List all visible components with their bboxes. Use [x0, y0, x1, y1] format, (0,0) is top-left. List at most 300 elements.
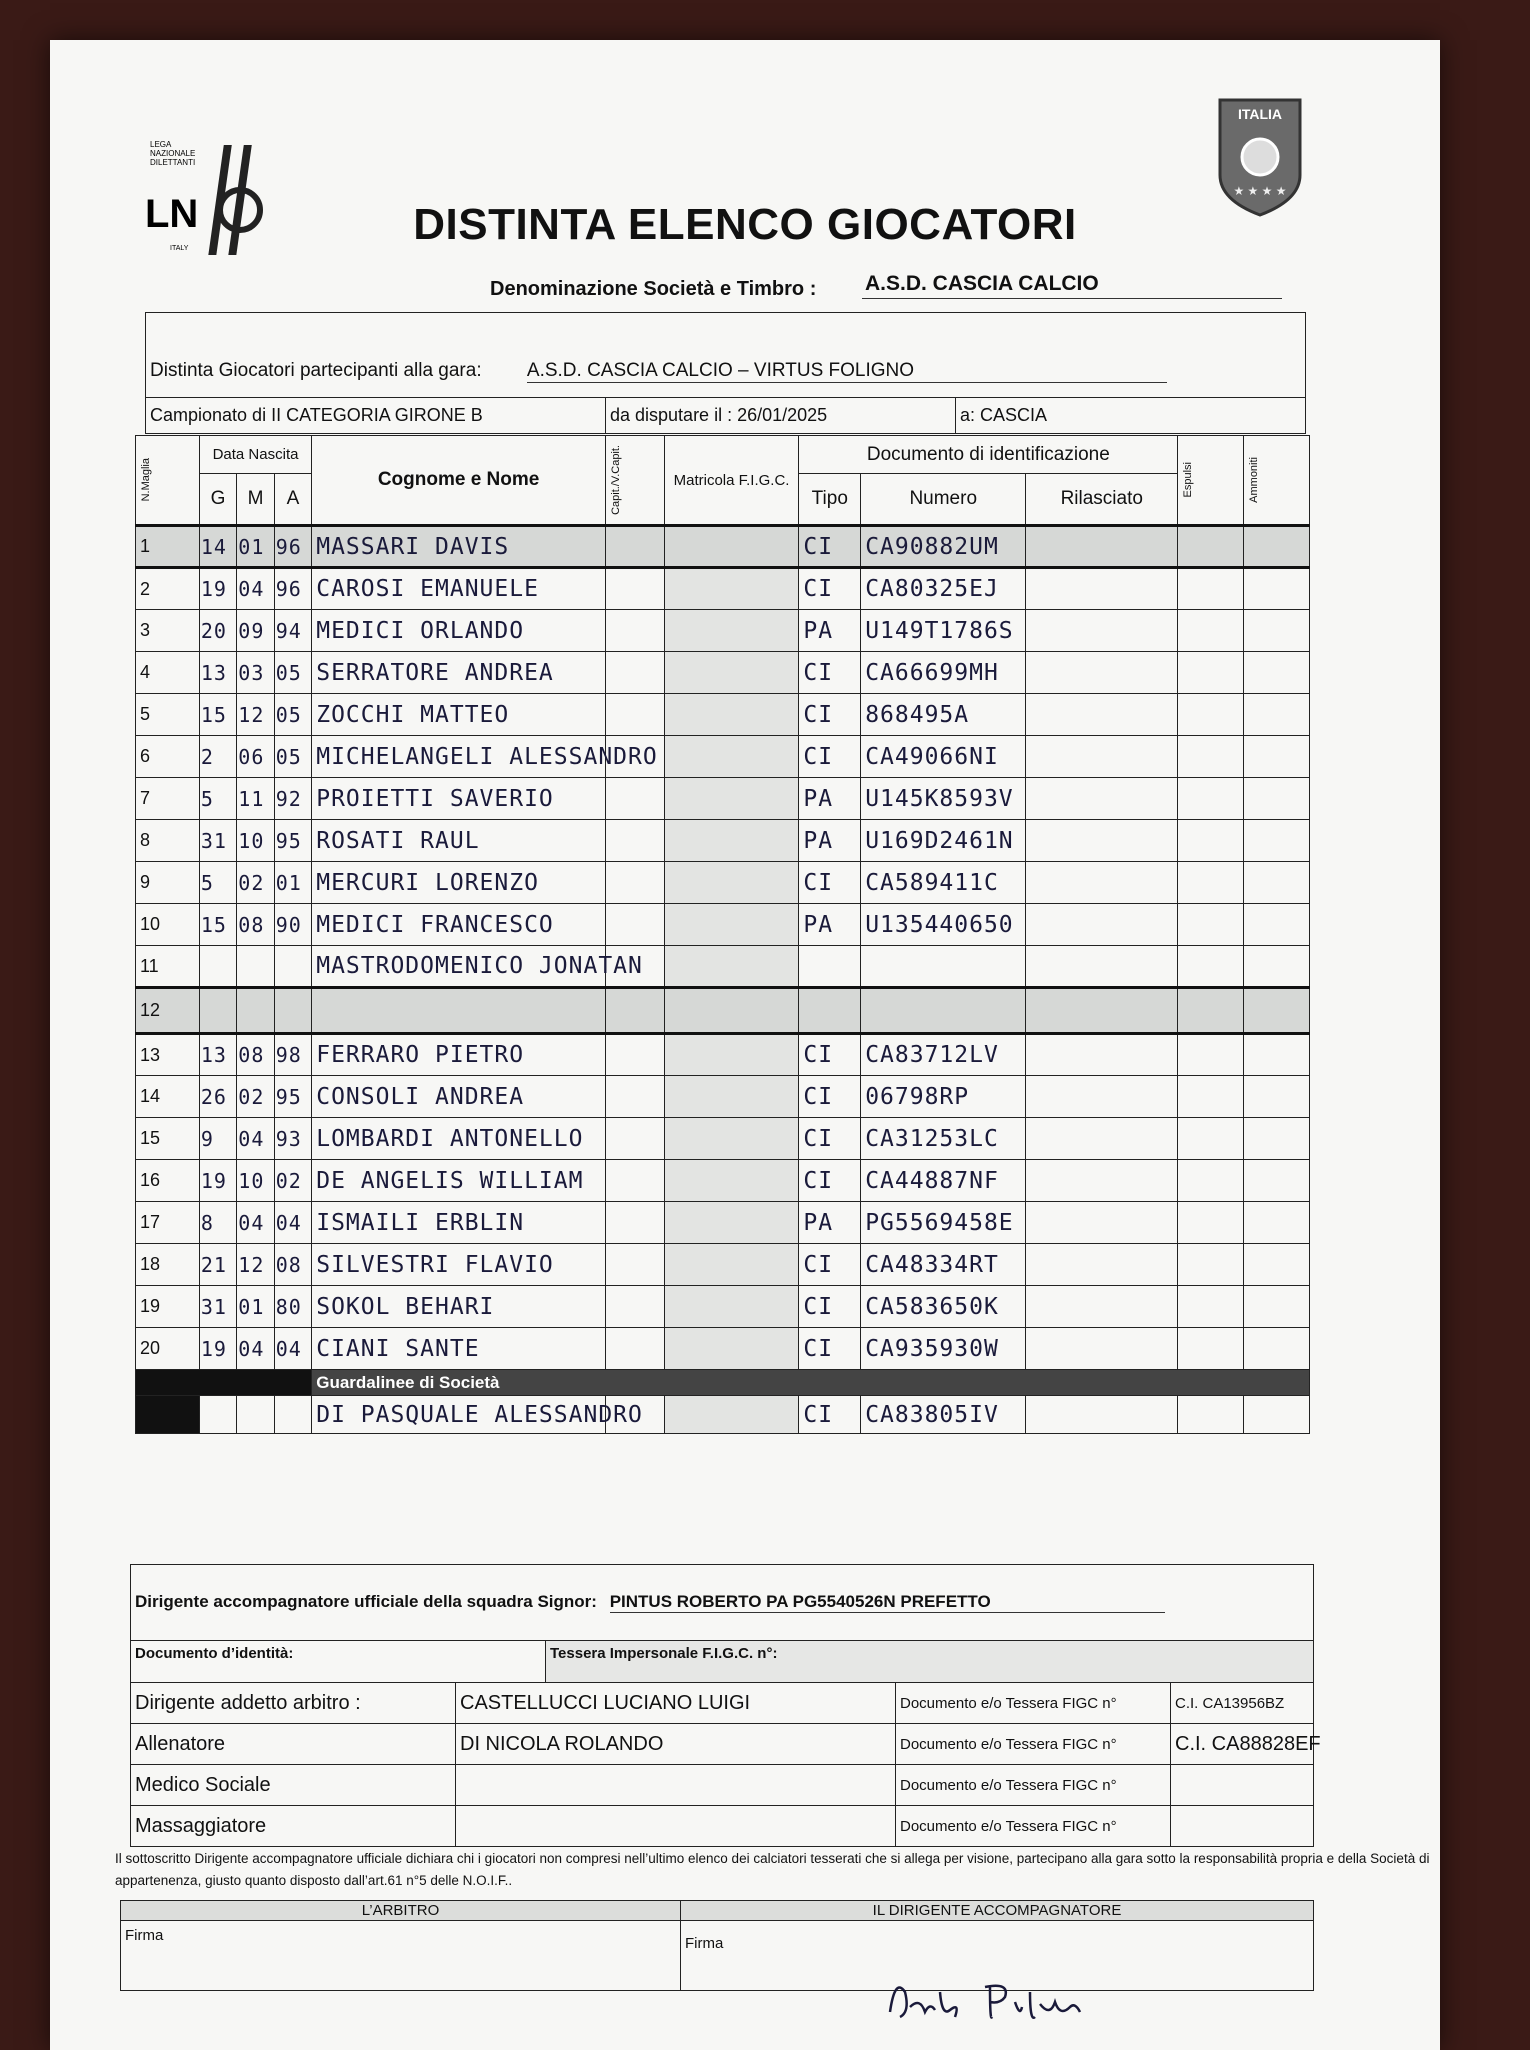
birth-year: [274, 988, 311, 1034]
society-label: Denominazione Società e Timbro :: [490, 278, 817, 300]
birth-year: 80: [274, 1286, 311, 1328]
player-name: MEDICI ORLANDO: [312, 610, 606, 652]
staff-name: [456, 1806, 896, 1847]
svg-text:★ ★ ★ ★: ★ ★ ★ ★: [1233, 184, 1287, 198]
staff-doc-label: Documento e/o Tessera FIGC n°: [896, 1683, 1171, 1724]
player-number: 8: [136, 820, 200, 862]
matricola-cell: [664, 1160, 799, 1202]
birth-month: [237, 946, 274, 988]
birth-month: 04: [237, 1118, 274, 1160]
capit-cell: [605, 1160, 664, 1202]
player-row: [136, 862, 1310, 904]
birth-day: 2: [199, 736, 236, 778]
birth-year: 04: [274, 1328, 311, 1370]
doc-rilasciato: [1026, 820, 1178, 862]
player-row: [136, 1076, 1310, 1118]
svg-text:DILETTANTI: DILETTANTI: [150, 158, 196, 167]
player-name: [312, 988, 606, 1034]
official-label: Dirigente accompagnatore ufficiale della squadra Signor:: [135, 1592, 597, 1611]
capit-cell: [605, 1328, 664, 1370]
staff-name: [456, 1765, 896, 1806]
player-number: 2: [136, 568, 200, 610]
doc-numero: CA90882UM: [861, 526, 1026, 568]
espulsi-cell: [1178, 1286, 1244, 1328]
society-underline: [862, 298, 1282, 299]
ammoniti-cell: [1244, 526, 1310, 568]
ammoniti-cell: [1244, 862, 1310, 904]
player-name: ISMAILI ERBLIN: [312, 1202, 606, 1244]
players-table: [135, 435, 1310, 1434]
player-row: [136, 1160, 1310, 1202]
linesman-numero: CA83805IV: [861, 1396, 1026, 1434]
svg-text:ITALY: ITALY: [170, 245, 189, 252]
birth-month: 02: [237, 1076, 274, 1118]
ammoniti-cell: [1244, 1202, 1310, 1244]
player-name: MICHELANGELI ALESSANDRO: [312, 736, 606, 778]
birth-month: 04: [237, 568, 274, 610]
ammoniti-cell: [1244, 904, 1310, 946]
birth-month: 11: [237, 778, 274, 820]
staff-doc-label: Documento e/o Tessera FIGC n°: [896, 1765, 1171, 1806]
player-number: 19: [136, 1286, 200, 1328]
espulsi-cell: [1178, 1118, 1244, 1160]
matricola-cell: [664, 904, 799, 946]
player-name: ZOCCHI MATTEO: [312, 694, 606, 736]
doc-numero: CA589411C: [861, 862, 1026, 904]
staff-name: CASTELLUCCI LUCIANO LUIGI: [456, 1683, 896, 1724]
linesman-a: [274, 1396, 311, 1434]
player-number: 15: [136, 1118, 200, 1160]
matricola-cell: [664, 946, 799, 988]
doc-rilasciato: [1026, 1118, 1178, 1160]
arbitro-firma: Firma: [121, 1921, 681, 1991]
espulsi-cell: [1178, 568, 1244, 610]
col-ammoniti: Ammoniti: [1244, 436, 1310, 526]
ammoniti-cell: [1244, 1160, 1310, 1202]
player-number: 16: [136, 1160, 200, 1202]
doc-rilasciato: [1026, 568, 1178, 610]
birth-day: 19: [199, 1160, 236, 1202]
matricola-cell: [664, 1286, 799, 1328]
doc-rilasciato: [1026, 1076, 1178, 1118]
doc-rilasciato: [1026, 694, 1178, 736]
player-number: 12: [136, 988, 200, 1034]
ammoniti-cell: [1244, 1328, 1310, 1370]
player-name: MEDICI FRANCESCO: [312, 904, 606, 946]
player-row: [136, 526, 1310, 568]
col-tipo: Tipo: [799, 474, 861, 526]
ammoniti-cell: [1244, 652, 1310, 694]
player-name: CAROSI EMANUELE: [312, 568, 606, 610]
ammoniti-cell: [1244, 1286, 1310, 1328]
ammoniti-cell: [1244, 694, 1310, 736]
doc-rilasciato: [1026, 736, 1178, 778]
staff-doc: [1171, 1765, 1314, 1806]
player-row: [136, 736, 1310, 778]
linesman-n: [136, 1396, 200, 1434]
ammoniti-cell: [1244, 820, 1310, 862]
linesman-espulsi: [1178, 1396, 1244, 1434]
player-number: 10: [136, 904, 200, 946]
matricola-cell: [664, 652, 799, 694]
birth-day: 20: [199, 610, 236, 652]
matricola-cell: [664, 1244, 799, 1286]
espulsi-cell: [1178, 1034, 1244, 1076]
espulsi-cell: [1178, 1244, 1244, 1286]
doc-rilasciato: [1026, 946, 1178, 988]
player-name: MERCURI LORENZO: [312, 862, 606, 904]
birth-month: 04: [237, 1328, 274, 1370]
player-name: DE ANGELIS WILLIAM: [312, 1160, 606, 1202]
ammoniti-cell: [1244, 988, 1310, 1034]
col-capit: Capit./V.Capit.: [605, 436, 664, 526]
player-name: MASTRODOMENICO JONATAN: [312, 946, 606, 988]
linesman-tipo: CI: [799, 1396, 861, 1434]
doc-rilasciato: [1026, 1286, 1178, 1328]
birth-year: 92: [274, 778, 311, 820]
birth-day: 8: [199, 1202, 236, 1244]
doc-tipo: PA: [799, 1202, 861, 1244]
doc-tipo: CI: [799, 526, 861, 568]
staff-role: Massaggiatore: [131, 1806, 456, 1847]
capit-cell: [605, 904, 664, 946]
capit-cell: [605, 652, 664, 694]
birth-day: 13: [199, 1034, 236, 1076]
doc-tipo: PA: [799, 904, 861, 946]
birth-month: 01: [237, 526, 274, 568]
capit-cell: [605, 1034, 664, 1076]
doc-rilasciato: [1026, 778, 1178, 820]
doc-identita-label: Documento d’identità:: [131, 1641, 546, 1683]
player-row: [136, 904, 1310, 946]
doc-tipo: PA: [799, 610, 861, 652]
document-sheet: [50, 40, 1440, 2050]
birth-month: 08: [237, 904, 274, 946]
match-info-table: [145, 312, 1306, 434]
staff-row: [131, 1765, 1314, 1806]
player-number: 4: [136, 652, 200, 694]
doc-tipo: CI: [799, 1160, 861, 1202]
linesman-name: DI PASQUALE ALESSANDRO: [312, 1396, 606, 1434]
col-rilasciato: Rilasciato: [1026, 474, 1178, 526]
matricola-cell: [664, 988, 799, 1034]
player-name: CIANI SANTE: [312, 1328, 606, 1370]
birth-day: [199, 946, 236, 988]
linesman-rilasciato: [1026, 1396, 1178, 1434]
handwritten-signature: [880, 1972, 1130, 2032]
player-row: [136, 1328, 1310, 1370]
ammoniti-cell: [1244, 946, 1310, 988]
birth-year: 08: [274, 1244, 311, 1286]
doc-tipo: CI: [799, 862, 861, 904]
player-row: [136, 946, 1310, 988]
player-name: CONSOLI ANDREA: [312, 1076, 606, 1118]
capit-cell: [605, 778, 664, 820]
doc-rilasciato: [1026, 526, 1178, 568]
player-row: [136, 778, 1310, 820]
player-number: 6: [136, 736, 200, 778]
matricola-cell: [664, 1202, 799, 1244]
player-name: SERRATORE ANDREA: [312, 652, 606, 694]
capit-cell: [605, 820, 664, 862]
linesman-label: Guardalinee di Società: [312, 1370, 1310, 1396]
staff-role: Allenatore: [131, 1724, 456, 1765]
dirigente-firma: Firma: [681, 1921, 1314, 1991]
staff-doc: [1171, 1806, 1314, 1847]
staff-row: [131, 1724, 1314, 1765]
doc-rilasciato: [1026, 1244, 1178, 1286]
birth-year: 98: [274, 1034, 311, 1076]
match-date: da disputare il : 26/01/2025: [606, 398, 956, 434]
staff-role: Medico Sociale: [131, 1765, 456, 1806]
doc-tipo: CI: [799, 1286, 861, 1328]
doc-rilasciato: [1026, 1202, 1178, 1244]
doc-numero: U135440650: [861, 904, 1026, 946]
birth-day: [199, 988, 236, 1034]
matricola-cell: [664, 610, 799, 652]
espulsi-cell: [1178, 904, 1244, 946]
staff-table: [130, 1564, 1321, 1847]
birth-month: 12: [237, 1244, 274, 1286]
col-data-nascita: Data Nascita: [199, 436, 311, 474]
player-row: [136, 1286, 1310, 1328]
svg-text:LN: LN: [145, 192, 199, 236]
birth-year: 90: [274, 904, 311, 946]
player-number: 17: [136, 1202, 200, 1244]
capit-cell: [605, 1286, 664, 1328]
birth-day: 5: [199, 778, 236, 820]
staff-name: DI NICOLA ROLANDO: [456, 1724, 896, 1765]
col-n-maglia: N.Maglia: [136, 436, 200, 526]
player-number: 20: [136, 1328, 200, 1370]
doc-numero: [861, 988, 1026, 1034]
espulsi-cell: [1178, 736, 1244, 778]
staff-doc-label: Documento e/o Tessera FIGC n°: [896, 1806, 1171, 1847]
doc-tipo: CI: [799, 1076, 861, 1118]
staff-doc-label: Documento e/o Tessera FIGC n°: [896, 1724, 1171, 1765]
svg-text:ITALIA: ITALIA: [1237, 106, 1283, 122]
doc-tipo: PA: [799, 820, 861, 862]
birth-day: 5: [199, 862, 236, 904]
birth-day: 15: [199, 694, 236, 736]
player-name: ROSATI RAUL: [312, 820, 606, 862]
doc-tipo: PA: [799, 778, 861, 820]
society-value: A.S.D. CASCIA CALCIO: [865, 272, 1099, 295]
birth-month: 06: [237, 736, 274, 778]
matricola-cell: [664, 778, 799, 820]
doc-numero: U149T1786S: [861, 610, 1026, 652]
col-g: G: [199, 474, 236, 526]
capit-cell: [605, 694, 664, 736]
birth-year: 04: [274, 1202, 311, 1244]
player-row: [136, 820, 1310, 862]
doc-tipo: [799, 946, 861, 988]
ammoniti-cell: [1244, 568, 1310, 610]
doc-tipo: CI: [799, 568, 861, 610]
player-row: [136, 694, 1310, 736]
linesman-matricola: [664, 1396, 799, 1434]
official-value: PINTUS ROBERTO PA PG5540526N PREFETTO: [610, 1592, 1165, 1613]
birth-day: 19: [199, 1328, 236, 1370]
player-name: FERRARO PIETRO: [312, 1034, 606, 1076]
staff-row: [131, 1683, 1314, 1724]
doc-numero: [861, 946, 1026, 988]
capit-cell: [605, 568, 664, 610]
col-numero: Numero: [861, 474, 1026, 526]
player-name: PROIETTI SAVERIO: [312, 778, 606, 820]
doc-tipo: CI: [799, 1328, 861, 1370]
birth-year: 05: [274, 736, 311, 778]
player-number: 11: [136, 946, 200, 988]
doc-numero: CA80325EJ: [861, 568, 1026, 610]
ammoniti-cell: [1244, 778, 1310, 820]
player-row: [136, 988, 1310, 1034]
doc-numero: U145K8593V: [861, 778, 1026, 820]
ammoniti-cell: [1244, 1244, 1310, 1286]
birth-year: 96: [274, 568, 311, 610]
birth-year: 95: [274, 820, 311, 862]
player-row: [136, 1244, 1310, 1286]
birth-month: 04: [237, 1202, 274, 1244]
ammoniti-cell: [1244, 736, 1310, 778]
matricola-cell: [664, 694, 799, 736]
doc-numero: CA83712LV: [861, 1034, 1026, 1076]
player-name: LOMBARDI ANTONELLO: [312, 1118, 606, 1160]
doc-tipo: CI: [799, 1244, 861, 1286]
doc-rilasciato: [1026, 610, 1178, 652]
capit-cell: [605, 1118, 664, 1160]
matricola-cell: [664, 568, 799, 610]
espulsi-cell: [1178, 1202, 1244, 1244]
birth-month: 09: [237, 610, 274, 652]
player-number: 1: [136, 526, 200, 568]
doc-numero: CA935930W: [861, 1328, 1026, 1370]
ammoniti-cell: [1244, 1076, 1310, 1118]
birth-year: 96: [274, 526, 311, 568]
svg-text:LEGA: LEGA: [150, 140, 172, 149]
doc-rilasciato: [1026, 904, 1178, 946]
player-number: 14: [136, 1076, 200, 1118]
espulsi-cell: [1178, 862, 1244, 904]
doc-tipo: CI: [799, 694, 861, 736]
espulsi-cell: [1178, 820, 1244, 862]
col-documento: Documento di identificazione: [799, 436, 1178, 474]
linesman-bar-left: [136, 1370, 312, 1396]
col-matricola: Matricola F.I.G.C.: [664, 436, 799, 526]
doc-tipo: CI: [799, 1118, 861, 1160]
player-row: [136, 652, 1310, 694]
col-name: Cognome e Nome: [312, 436, 606, 526]
capit-cell: [605, 1202, 664, 1244]
birth-month: 10: [237, 820, 274, 862]
espulsi-cell: [1178, 1076, 1244, 1118]
birth-month: 12: [237, 694, 274, 736]
matricola-cell: [664, 1076, 799, 1118]
player-number: 5: [136, 694, 200, 736]
espulsi-cell: [1178, 1328, 1244, 1370]
doc-tipo: CI: [799, 652, 861, 694]
birth-year: 94: [274, 610, 311, 652]
player-number: 3: [136, 610, 200, 652]
espulsi-cell: [1178, 610, 1244, 652]
doc-rilasciato: [1026, 862, 1178, 904]
capit-cell: [605, 1244, 664, 1286]
birth-day: 14: [199, 526, 236, 568]
match-place: a: CASCIA: [956, 398, 1306, 434]
birth-month: 01: [237, 1286, 274, 1328]
birth-day: 26: [199, 1076, 236, 1118]
staff-doc: C.I. CA88828EF: [1171, 1724, 1314, 1765]
doc-tipo: CI: [799, 736, 861, 778]
player-name: SILVESTRI FLAVIO: [312, 1244, 606, 1286]
birth-year: 05: [274, 652, 311, 694]
doc-tipo: CI: [799, 1034, 861, 1076]
doc-numero: CA44887NF: [861, 1160, 1026, 1202]
birth-year: 95: [274, 1076, 311, 1118]
col-espulsi: Espulsi: [1178, 436, 1244, 526]
birth-month: 08: [237, 1034, 274, 1076]
doc-numero: 868495A: [861, 694, 1026, 736]
matricola-cell: [664, 1118, 799, 1160]
doc-numero: CA49066NI: [861, 736, 1026, 778]
birth-day: 9: [199, 1118, 236, 1160]
player-name: SOKOL BEHARI: [312, 1286, 606, 1328]
espulsi-cell: [1178, 694, 1244, 736]
player-name: MASSARI DAVIS: [312, 526, 606, 568]
birth-month: 02: [237, 862, 274, 904]
player-row: [136, 1034, 1310, 1076]
disclaimer-text: Il sottoscritto Dirigente accompagnatore ufficiale dichiara chi i giocatori non compresi nell’ultimo elenco dei calciatori tesserati che si allega per visione, partecipano alla gara sotto la responsabilità propria e della Società di appartenenza, giusto quanto disposto dall’art.61 n°5 delle N.O.I.F..: [115, 1851, 1430, 1888]
official-row: [131, 1565, 1314, 1641]
player-number: 13: [136, 1034, 200, 1076]
capit-cell: [605, 862, 664, 904]
espulsi-cell: [1178, 778, 1244, 820]
staff-role: Dirigente addetto arbitro :: [131, 1683, 456, 1724]
doc-rilasciato: [1026, 988, 1178, 1034]
player-row: [136, 568, 1310, 610]
matricola-cell: [664, 736, 799, 778]
doc-rilasciato: [1026, 1160, 1178, 1202]
birth-day: 31: [199, 1286, 236, 1328]
arbitro-label: L’ARBITRO: [121, 1901, 681, 1921]
birth-month: 03: [237, 652, 274, 694]
player-row: [136, 610, 1310, 652]
birth-day: 21: [199, 1244, 236, 1286]
birth-month: 10: [237, 1160, 274, 1202]
doc-numero: CA66699MH: [861, 652, 1026, 694]
birth-month: [237, 988, 274, 1034]
doc-rilasciato: [1026, 652, 1178, 694]
capit-cell: [605, 1076, 664, 1118]
espulsi-cell: [1178, 988, 1244, 1034]
doc-rilasciato: [1026, 1328, 1178, 1370]
birth-year: 05: [274, 694, 311, 736]
staff-row: [131, 1806, 1314, 1847]
doc-rilasciato: [1026, 1034, 1178, 1076]
birth-year: 01: [274, 862, 311, 904]
capit-cell: [605, 988, 664, 1034]
col-a: A: [274, 474, 311, 526]
tessera-label: Tessera Impersonale F.I.G.C. n°:: [546, 1641, 1314, 1683]
capit-cell: [605, 610, 664, 652]
birth-day: 31: [199, 820, 236, 862]
ammoniti-cell: [1244, 1034, 1310, 1076]
signature-table: [120, 1900, 1314, 1991]
matricola-cell: [664, 820, 799, 862]
espulsi-cell: [1178, 526, 1244, 568]
espulsi-cell: [1178, 652, 1244, 694]
birth-year: 02: [274, 1160, 311, 1202]
